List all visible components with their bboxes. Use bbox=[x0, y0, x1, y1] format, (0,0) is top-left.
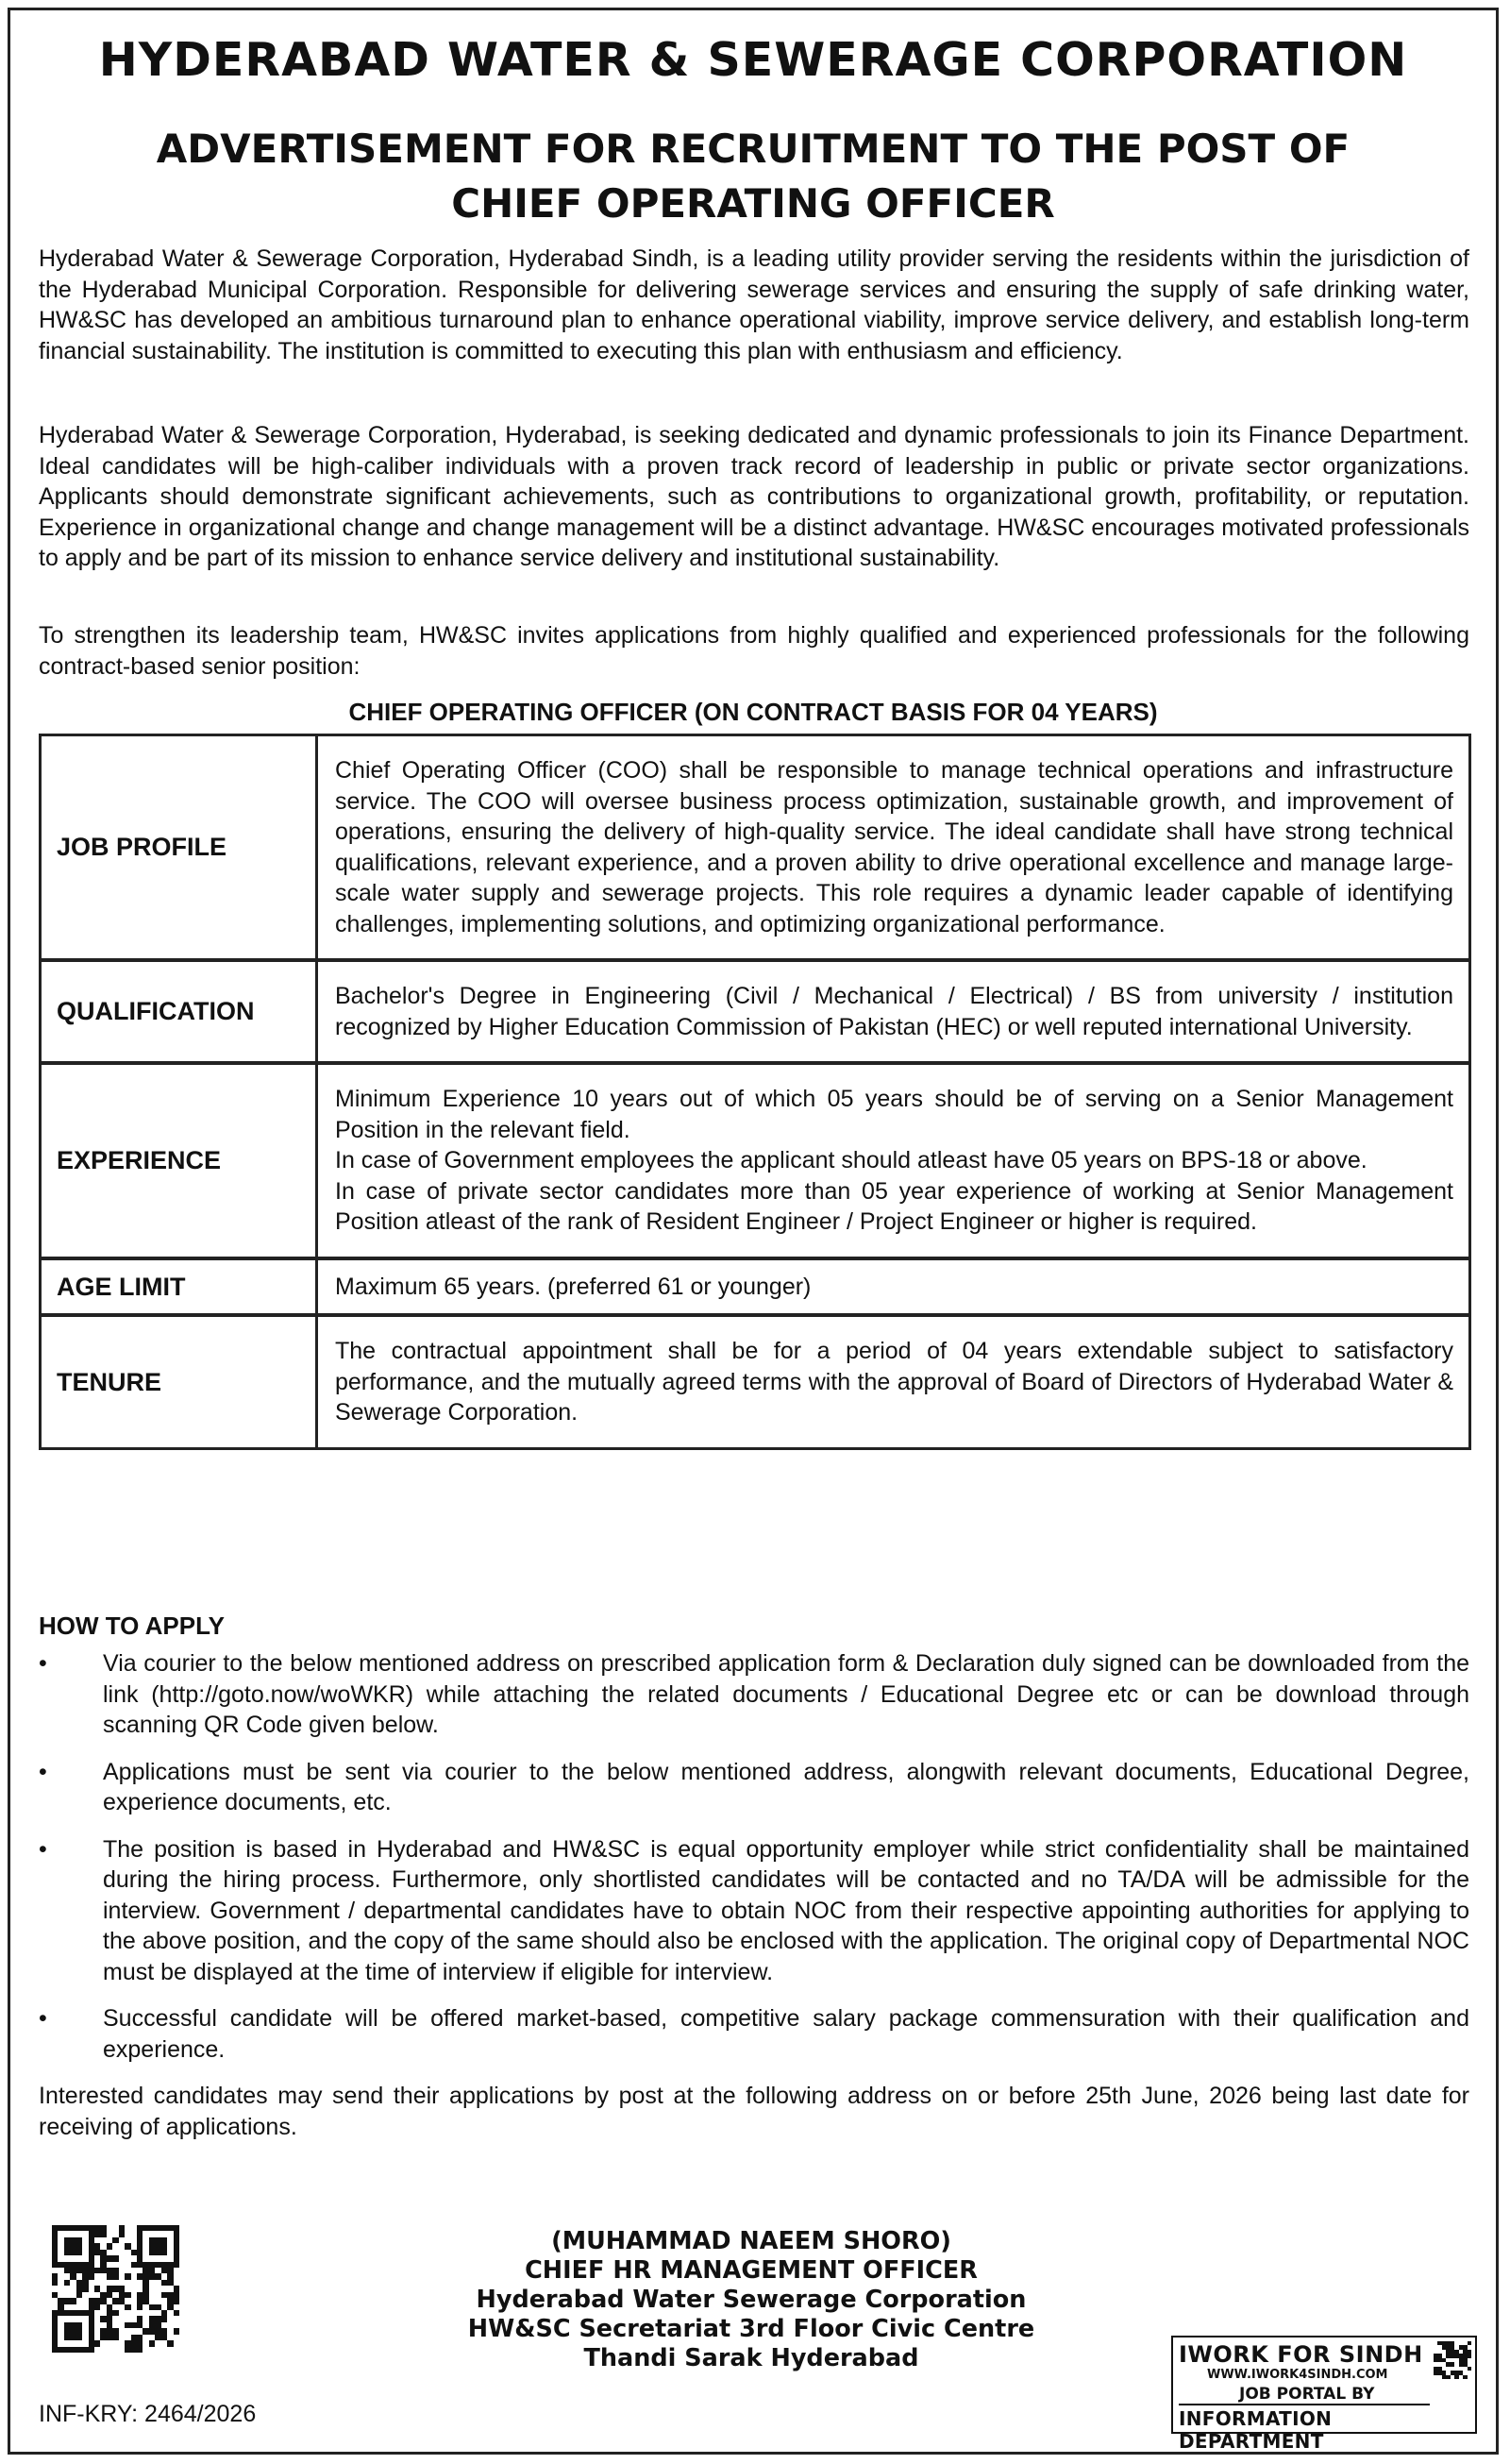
intro-paragraph-3: To strengthen its leadership team, HW&SC invites applications from highly qualified and experienced professionals for the following contract-based senior position: bbox=[39, 622, 1469, 680]
row-value-line: Minimum Experience 10 years out of which 05 years should be of serving on a Senior Management Position in the relevant field. bbox=[335, 1086, 1453, 1143]
advertisement-page bbox=[8, 8, 1499, 2455]
row-label: TENURE bbox=[42, 1317, 318, 1447]
signatory-name: (MUHAMMAD NAEEM SHORO) bbox=[551, 2227, 951, 2255]
list-item-text: Applications must be sent via courier to the below mentioned address, alongwith relevant documents, Educational Degree, experience documents, etc. bbox=[103, 1758, 1469, 1815]
ad-title-line2: CHIEF OPERATING OFFICER bbox=[451, 180, 1055, 227]
table-row bbox=[42, 962, 1468, 1065]
bullet-icon: • bbox=[39, 1835, 47, 1863]
qr-code-icon bbox=[52, 2225, 179, 2353]
address-line-2: Thandi Sarak Hyderabad bbox=[583, 2344, 919, 2372]
list-item-text: Successful candidate will be offered market-based, competitive salary package commensuration with their qualification and experience. bbox=[103, 2005, 1469, 2063]
org-title: HYDERABAD WATER & SEWERAGE CORPORATION bbox=[98, 33, 1408, 87]
row-value-line: Maximum 65 years. (preferred 61 or younger) bbox=[335, 1273, 812, 1300]
row-value-line: In case of private sector candidates more than 05 year experience of working at Senior Management Position atleast of the rank of Resident Engineer / Project Engineer or higher is required. bbox=[335, 1177, 1453, 1235]
row-value bbox=[318, 736, 1468, 962]
ad-title-line1: ADVERTISEMENT FOR RECRUITMENT TO THE POST OF bbox=[156, 126, 1351, 172]
row-value-line: The contractual appointment shall be for a period of 04 years extendable subject to satisfactory performance, and the mutually agreed terms with the approval of Board of Directors of Hyderabad Water & Sewerage Corporation. bbox=[335, 1338, 1453, 1426]
how-to-apply-list bbox=[39, 1648, 1469, 2142]
intro-paragraph-1: Hyderabad Water & Sewerage Corporation, Hyderabad Sindh, is a leading utility provider serving the residents within the jurisdiction of the Hyderabad Municipal Corporation. Responsible for delivering sewerage services and ensuring the supply of safe drinking water, HW&SC has developed an ambitious turnaround plan to enhance operational viability, improve service delivery, and establish long-term financial sustainability. The institution is committed to executing this plan with enthusiasm and efficiency. bbox=[39, 245, 1469, 364]
address-line-1: HW&SC Secretariat 3rd Floor Civic Centre bbox=[467, 2315, 1035, 2343]
intro-paragraph-2: Hyderabad Water & Sewerage Corporation, Hyderabad, is seeking dedicated and dynamic professionals to join its Finance Department. Ideal candidates will be high-caliber individuals with a proven track record of leadership in public or private sector organizations. Applicants should demonstrate significant achievements, such as contributions to organizational growth, profitability, or reputation. Experience in organizational change and change management will be a distinct advantage. HW&SC encourages motivated professionals to apply and be part of its mission to enhance service delivery and institutional sustainability. bbox=[39, 422, 1469, 571]
iwork-for-sindh-logo bbox=[1171, 2336, 1477, 2453]
bullet-icon: • bbox=[39, 1758, 47, 1785]
row-label: EXPERIENCE bbox=[42, 1065, 318, 1260]
row-label: QUALIFICATION bbox=[42, 962, 318, 1065]
logo-line-3: JOB PORTAL BY bbox=[1239, 2385, 1375, 2404]
signatory-organization: Hyderabad Water Sewerage Corporation bbox=[476, 2286, 1027, 2314]
logo-qr-icon bbox=[1434, 2341, 1471, 2379]
logo-divider bbox=[1179, 2404, 1430, 2405]
list-item-text: Via courier to the below mentioned address on prescribed application form & Declaration duly signed can be downloaded from the link (http://goto.now/woWKR) while attaching the related documents / Educational Degree etc or can be download through scanning QR Code given below. bbox=[103, 1650, 1469, 1738]
row-value bbox=[318, 1065, 1468, 1260]
table-row bbox=[42, 1260, 1468, 1318]
closing-paragraph: Interested candidates may send their applications by post at the following address on or before 25th June, 2026 being last date for receiving of applications. bbox=[39, 2083, 1469, 2140]
list-item bbox=[39, 1834, 1469, 1988]
row-label: AGE LIMIT bbox=[42, 1260, 318, 1318]
row-value bbox=[318, 1317, 1468, 1447]
row-value bbox=[318, 962, 1468, 1065]
row-value-line: In case of Government employees the applicant should atleast have 05 years on BPS-18 or above. bbox=[335, 1147, 1367, 1173]
logo-line-4: INFORMATION DEPARTMENT bbox=[1179, 2407, 1333, 2453]
list-item bbox=[39, 2003, 1469, 2065]
logo-line-1: IWORK FOR SINDH bbox=[1179, 2341, 1423, 2368]
table-row bbox=[42, 1065, 1468, 1260]
logo-website: WWW.IWORK4SINDH.COM bbox=[1207, 2368, 1388, 2382]
list-item bbox=[39, 1648, 1469, 1741]
row-value bbox=[318, 1260, 1468, 1318]
bullet-icon: • bbox=[39, 1650, 47, 1677]
position-title: CHIEF OPERATING OFFICER (ON CONTRACT BASIS FOR 04 YEARS) bbox=[348, 698, 1158, 726]
job-details-table bbox=[39, 734, 1471, 1450]
reference-number: INF-KRY: 2464/2026 bbox=[39, 2401, 257, 2427]
ad-title bbox=[10, 122, 1496, 231]
signature-block bbox=[388, 2227, 1115, 2373]
row-label: JOB PROFILE bbox=[42, 736, 318, 962]
bullet-icon: • bbox=[39, 2005, 47, 2032]
signatory-designation: CHIEF HR MANAGEMENT OFFICER bbox=[525, 2256, 978, 2285]
list-item bbox=[39, 1757, 1469, 1818]
row-value-line: Bachelor's Degree in Engineering (Civil / Mechanical / Electrical) / BS from university / institution recognized by Higher Education Commission of Pakistan (HEC) or well reputed international University. bbox=[335, 983, 1453, 1040]
row-value-line: Chief Operating Officer (COO) shall be responsible to manage technical operations and infrastructure service. The COO will oversee business process optimization, sustainable growth, and improvement of operations, ensuring the delivery of high-quality service. The ideal candidate shall have strong technical qualifications, relevant experience, and a proven ability to drive operational excellence and manage large-scale water supply and sewerage projects. This role requires a dynamic leader capable of identifying challenges, implementing solutions, and optimizing organizational performance. bbox=[335, 757, 1453, 937]
list-item-text: The position is based in Hyderabad and HW&SC is equal opportunity employer while strict confidentiality shall be maintained during the hiring process. Furthermore, only shortlisted candidates will be contacted and no TA/DA will be admissible for the interview. Government / departmental candidates have to obtain NOC from their respective appointing authorities for applying to the above position, and the copy of the same should also be enclosed with the application. The original copy of Departmental NOC must be displayed at the time of interview if eligible for interview. bbox=[103, 1835, 1469, 1985]
how-to-apply-title: HOW TO APPLY bbox=[39, 1612, 225, 1640]
table-row bbox=[42, 736, 1468, 962]
table-row bbox=[42, 1317, 1468, 1447]
